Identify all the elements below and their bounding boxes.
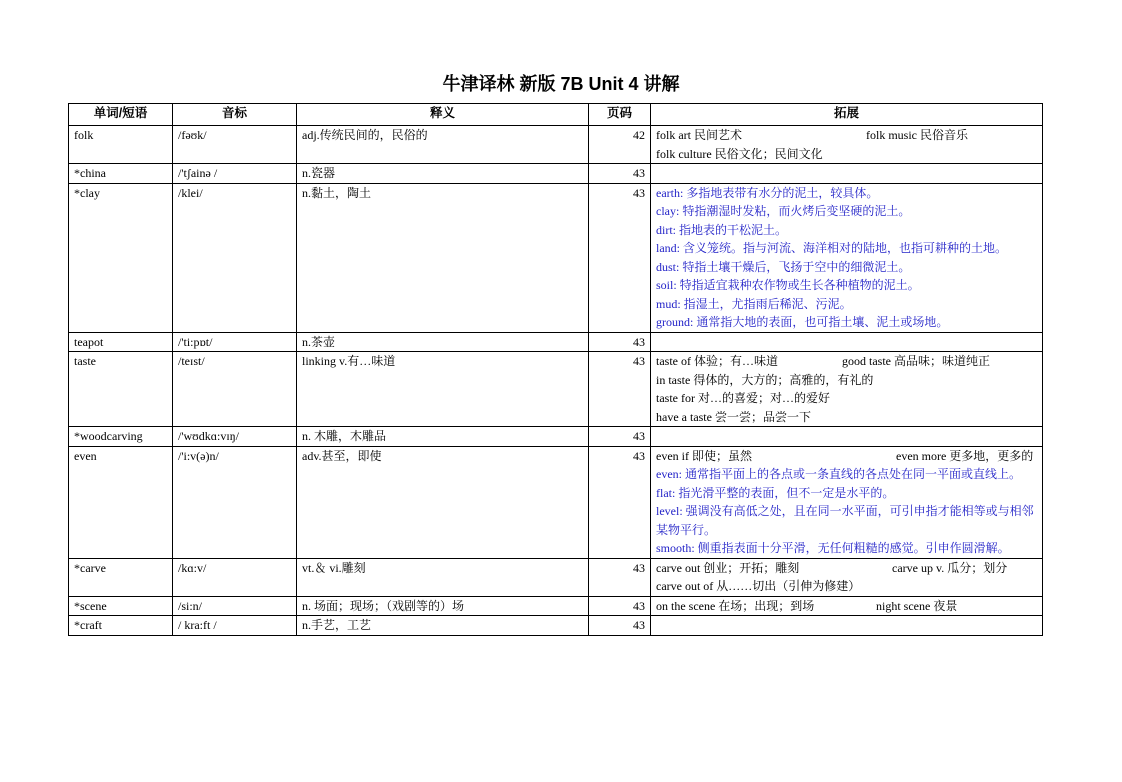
table-row: [69, 446, 1043, 558]
synonym-note: ground: 通常指大地的表面，也可指土壤、泥土或场地。: [656, 315, 949, 329]
page-cell: 43: [589, 616, 651, 636]
word-cell: *woodcarving: [69, 427, 173, 447]
meaning-cell: n.茶壶: [297, 332, 589, 352]
word-cell: *carve: [69, 558, 173, 596]
extension-cell: [651, 126, 1043, 164]
phonetic-cell: /'tʃainə /: [173, 164, 297, 184]
page-cell: 43: [589, 596, 651, 616]
extension-phrase: folk music 民俗音乐: [866, 128, 968, 142]
extension-phrase: on the scene 在场；出现；到场: [656, 598, 815, 613]
table-row: [69, 596, 1043, 616]
header-page: 页码: [589, 104, 651, 126]
table-row: [69, 126, 1043, 164]
extension-pair: [656, 447, 1037, 466]
table-row: [69, 332, 1043, 352]
page-cell: 43: [589, 427, 651, 447]
synonym-note: land: 含义笼统。指与河流、海洋相对的陆地，也指可耕种的土地。: [656, 241, 1007, 255]
extension-cell: [651, 596, 1043, 616]
extension-line: have a taste 尝一尝；品尝一下: [656, 409, 811, 424]
page-cell: 42: [589, 126, 651, 164]
extension-phrase: good taste 高品味；味道纯正: [842, 354, 990, 368]
extension-pair: [656, 597, 1037, 616]
extension-phrase: even more 更多地，更多的: [896, 448, 1034, 463]
phonetic-cell: /'i:v(ə)n/: [173, 446, 297, 558]
header-row: [69, 104, 1043, 126]
synonym-note: mud: 指湿土，尤指雨后稀泥、污泥。: [656, 296, 852, 311]
extension-line: taste for 对…的喜爱；对…的爱好: [656, 391, 830, 405]
meaning-cell: n.黏土，陶土: [297, 183, 589, 332]
extension-pair: [656, 126, 1037, 145]
word-cell: *clay: [69, 183, 173, 332]
extension-line: carve out of 从……切出（引伸为修建）: [656, 579, 861, 593]
extension-cell: [651, 352, 1043, 427]
table-row: [69, 427, 1043, 447]
phonetic-cell: /si:n/: [173, 596, 297, 616]
synonym-note: dust: 特指土壤干燥后，飞扬于空中的细微泥土。: [656, 259, 911, 274]
word-cell: *scene: [69, 596, 173, 616]
extension-cell: [651, 558, 1043, 596]
page-cell: 43: [589, 446, 651, 558]
word-cell: teapot: [69, 332, 173, 352]
header-extension: 拓展: [651, 104, 1043, 126]
extension-cell: [651, 183, 1043, 332]
phonetic-cell: /'wʊdkɑ:vɪŋ/: [173, 427, 297, 447]
word-cell: even: [69, 446, 173, 558]
extension-pair: [656, 352, 1037, 371]
extension-pair: [656, 559, 1037, 578]
page-cell: 43: [589, 332, 651, 352]
meaning-cell: linking v.有…味道: [297, 352, 589, 427]
extension-phrase: taste of 体验；有…味道: [656, 354, 778, 368]
phonetic-cell: /fəʊk/: [173, 126, 297, 164]
meaning-cell: vt.＆ vi.雕刻: [297, 558, 589, 596]
synonym-note: smooth: 侧重指表面十分平滑，无任何粗糙的感觉。引申作圆滑解。: [656, 541, 1010, 555]
table-row: [69, 164, 1043, 184]
phonetic-cell: /klei/: [173, 183, 297, 332]
word-cell: *craft: [69, 616, 173, 636]
phonetic-cell: /'ti:pɒt/: [173, 332, 297, 352]
synonym-note: level: 强调没有高低之处，且在同一水平面，可引申指才能相等或与相邻某物平行。: [656, 504, 1034, 537]
meaning-cell: n. 木雕，木雕品: [297, 427, 589, 447]
phonetic-cell: /kɑ:v/: [173, 558, 297, 596]
vocab-table: [68, 103, 1043, 636]
header-phonetic: 音标: [173, 104, 297, 126]
header-meaning: 释义: [297, 104, 589, 126]
synonym-note: dirt: 指地表的干松泥土。: [656, 222, 787, 237]
phonetic-cell: / kra:ft /: [173, 616, 297, 636]
header-word: 单词/短语: [69, 104, 173, 126]
extension-cell: [651, 164, 1043, 184]
meaning-cell: n. 场面；现场；（戏剧等的）场: [297, 596, 589, 616]
table-row: [69, 183, 1043, 332]
extension-phrase: carve out 创业；开拓；雕刻: [656, 560, 800, 575]
word-cell: taste: [69, 352, 173, 427]
meaning-cell: adv.甚至，即使: [297, 446, 589, 558]
meaning-cell: n.手艺，工艺: [297, 616, 589, 636]
meaning-cell: n.瓷器: [297, 164, 589, 184]
page-cell: 43: [589, 164, 651, 184]
extension-cell: [651, 446, 1043, 558]
extension-phrase: night scene 夜景: [876, 598, 958, 613]
extension-cell: [651, 616, 1043, 636]
extension-phrase: even if 即使；虽然: [656, 448, 752, 463]
phonetic-cell: /teɪst/: [173, 352, 297, 427]
extension-phrase: folk art 民间艺术: [656, 128, 742, 142]
page-cell: 43: [589, 183, 651, 332]
meaning-cell: adj.传统民间的，民俗的: [297, 126, 589, 164]
extension-cell: [651, 332, 1043, 352]
table-row: [69, 616, 1043, 636]
page-title: 牛津译林 新版 7B Unit 4 讲解: [442, 74, 680, 94]
table-row: [69, 352, 1043, 427]
word-cell: folk: [69, 126, 173, 164]
synonym-note: flat: 指光滑平整的表面，但不一定是水平的。: [656, 485, 895, 500]
extension-line: folk culture 民俗文化；民间文化: [656, 146, 823, 161]
extension-line: in taste 得体的，大方的；高雅的，有礼的: [656, 372, 874, 387]
synonym-note: even: 通常指平面上的各点或一条直线的各点处在同一平面或直线上。: [656, 467, 1021, 481]
synonym-note: clay: 特指潮湿时发粘，而火烤后变坚硬的泥土。: [656, 204, 911, 218]
page-cell: 43: [589, 352, 651, 427]
synonym-note: soil: 特指适宜栽种农作物或生长各种植物的泥土。: [656, 278, 920, 292]
page-cell: 43: [589, 558, 651, 596]
extension-phrase: carve up v. 瓜分；划分: [892, 560, 1008, 575]
synonym-note: earth: 多指地表带有水分的泥土，较具体。: [656, 185, 879, 200]
table-row: [69, 558, 1043, 596]
extension-cell: [651, 427, 1043, 447]
word-cell: *china: [69, 164, 173, 184]
